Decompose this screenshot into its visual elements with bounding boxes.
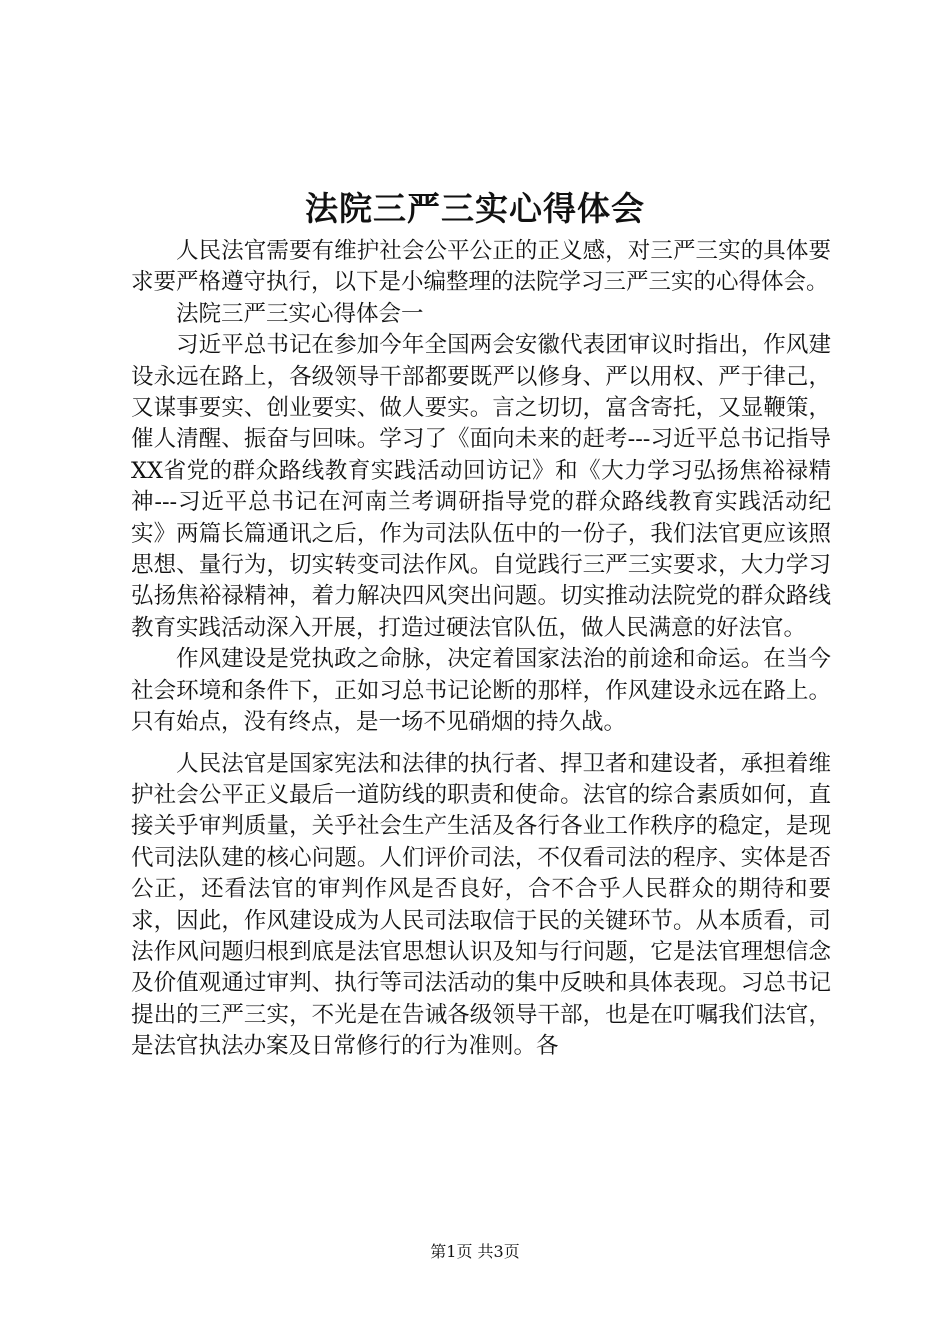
section-heading: 法院三严三实心得体会一 bbox=[176, 300, 424, 327]
body-paragraph: 作风建设是党执政之命脉，决定着国家法治的前途和命运。在当今社会环境和条件下，正如习总书记论断的那样，作风建设永远在路上。只有始点，没有终点，是一场不见硝烟的持久战。 bbox=[131, 646, 831, 736]
document-body bbox=[131, 236, 831, 1063]
body-paragraph: 习近平总书记在参加今年全国两会安徽代表团审议时指出，作风建设永远在路上，各级领导干部都要既严以修身、严以用权、严于律己，又谋事要实、创业要实、做人要实。言之切切，富含寄托，又显鞭策，催人清醒、振奋与回味。学习了《面向未来的赶考---习近平总书记指导XX省党的群众路线教育实践活动回访记》和《大力学习弘扬焦裕禄精神---习近平总书记在河南兰考调研指导党的群众路线教育实践活动纪实》两篇长篇通讯之后，作为司法队伍中的一份子，我们法官更应该照思想、量行为，切实转变司法作风。自觉践行三严三实要求，大力学习弘扬焦裕禄精神，着力解决四风突出问题。切实推动法院党的群众路线教育实践活动深入开展，打造过硬法官队伍，做人民满意的好法官。 bbox=[131, 332, 831, 641]
body-paragraph: 人民法官是国家宪法和法律的执行者、捍卫者和建设者，承担着维护社会公平正义最后一道防线的职责和使命。法官的综合素质如何，直接关乎审判质量，关乎社会生产生活及各行各业工作秩序的稳定，是现代司法队建的核心问题。人们评价司法，不仅看司法的程序、实体是否公正，还看法官的审判作风是否良好，合不合乎人民群众的期待和要求，因此，作风建设成为人民司法取信于民的关键环节。从本质看，司法作风问题归根到底是法官思想认识及知与行问题，它是法官理想信念及价值观通过审判、执行等司法活动的集中反映和具体表现。习总书记提出的三严三实，不光是在告诫各级领导干部，也是在叮嘱我们法官，是法官执法办案及日常修行的行为准则。各 bbox=[131, 750, 831, 1060]
page-number-footer: 第1页 共3页 bbox=[430, 1242, 520, 1261]
document-title: 法院三严三实心得体会 bbox=[305, 189, 645, 228]
intro-paragraph: 人民法官需要有维护社会公平公正的正义感，对三严三实的具体要求要严格遵守执行，以下是小编整理的法院学习三严三实的心得体会。 bbox=[131, 238, 831, 296]
